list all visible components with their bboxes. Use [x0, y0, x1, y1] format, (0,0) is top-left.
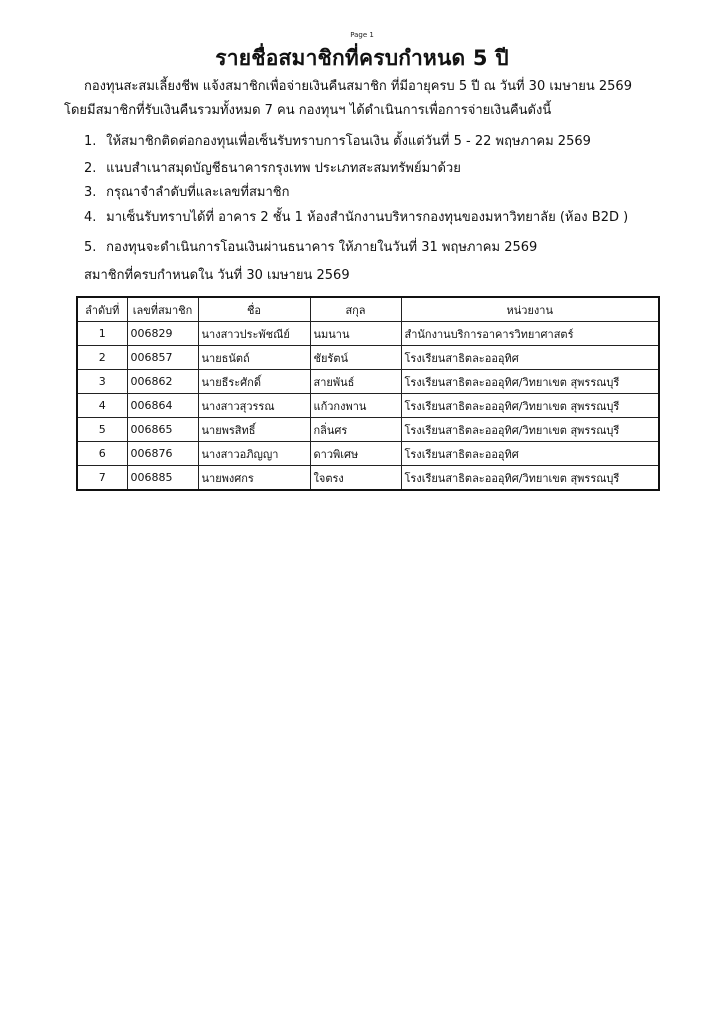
- item-number: 4.: [84, 210, 97, 225]
- cell-order: 4: [77, 394, 127, 418]
- cell-last-name: แก้วกงพาน: [310, 394, 401, 418]
- cell-first-name: นายพรสิทธิ์: [198, 418, 310, 442]
- cell-member-no: 006864: [127, 394, 198, 418]
- cell-department: โรงเรียนสาธิตละอออุทิศ/วิทยาเขต สุพรรณบุรี: [401, 418, 659, 442]
- cell-last-name: กลิ่นศร: [310, 418, 401, 442]
- cell-order: 3: [77, 370, 127, 394]
- page-number: Page 1: [350, 31, 374, 39]
- intro-line-1: กองทุนสะสมเลี้ยงชีพ แจ้งสมาชิกเพื่อจ่ายเงินคืนสมาชิก ที่มีอายุครบ 5 ปี ณ วันที่ 30 เมษายน 2569: [84, 79, 632, 94]
- cell-last-name: สายพันธ์: [310, 370, 401, 394]
- col-header-department: หน่วยงาน: [401, 297, 659, 322]
- instruction-item-1: [84, 133, 591, 151]
- cell-first-name: นางสาวสุวรรณ: [198, 394, 310, 418]
- cell-department: โรงเรียนสาธิตละอออุทิศ/วิทยาเขต สุพรรณบุรี: [401, 394, 659, 418]
- cell-order: 5: [77, 418, 127, 442]
- item-number: 1.: [84, 134, 97, 149]
- cell-first-name: นางสาวประพัชณีย์: [198, 322, 310, 346]
- table-row: [77, 346, 659, 370]
- cell-department: โรงเรียนสาธิตละอออุทิศ: [401, 346, 659, 370]
- cell-last-name: ใจตรง: [310, 466, 401, 491]
- cell-member-no: 006885: [127, 466, 198, 491]
- table-row: [77, 466, 659, 491]
- item-number: 3.: [84, 185, 97, 200]
- table-row: [77, 322, 659, 346]
- instruction-item-4: [84, 209, 628, 227]
- cell-last-name: ชัยรัตน์: [310, 346, 401, 370]
- instruction-item-3: [84, 184, 290, 202]
- table-header-row: [77, 297, 659, 322]
- col-header-member-no: เลขที่สมาชิก: [127, 297, 198, 322]
- table-row: [77, 394, 659, 418]
- cell-last-name: นมนาน: [310, 322, 401, 346]
- table-row: [77, 442, 659, 466]
- cell-first-name: นายพงศกร: [198, 466, 310, 491]
- item-text: แนบสำเนาสมุดบัญชีธนาคารกรุงเทพ ประเภทสะสมทรัพย์มาด้วย: [106, 161, 461, 176]
- col-header-first-name: ชื่อ: [198, 297, 310, 322]
- cell-order: 6: [77, 442, 127, 466]
- table-subheading: สมาชิกที่ครบกำหนดใน วันที่ 30 เมษายน 2569: [84, 268, 350, 283]
- cell-order: 7: [77, 466, 127, 491]
- cell-department: โรงเรียนสาธิตละอออุทิศ/วิทยาเขต สุพรรณบุรี: [401, 370, 659, 394]
- item-number: 5.: [84, 240, 97, 255]
- cell-member-no: 006829: [127, 322, 198, 346]
- document-title: รายชื่อสมาชิกที่ครบกำหนด 5 ปี: [215, 46, 509, 70]
- cell-member-no: 006862: [127, 370, 198, 394]
- cell-order: 1: [77, 322, 127, 346]
- item-text: ให้สมาชิกติดต่อกองทุนเพื่อเซ็นรับทราบการโอนเงิน ตั้งแต่วันที่ 5 - 22 พฤษภาคม 2569: [106, 134, 591, 149]
- item-text: กรุณาจำลำดับที่และเลขที่สมาชิก: [106, 185, 290, 200]
- item-text: กองทุนจะดำเนินการโอนเงินผ่านธนาคาร ให้ภายในวันที่ 31 พฤษภาคม 2569: [106, 240, 538, 255]
- cell-member-no: 006876: [127, 442, 198, 466]
- col-header-order: ลำดับที่: [77, 297, 127, 322]
- instruction-item-2: [84, 160, 461, 178]
- col-header-last-name: สกุล: [310, 297, 401, 322]
- cell-first-name: นายธีระศักดิ์: [198, 370, 310, 394]
- cell-member-no: 006857: [127, 346, 198, 370]
- table-row: [77, 418, 659, 442]
- cell-member-no: 006865: [127, 418, 198, 442]
- instruction-item-5: [84, 239, 537, 257]
- members-table: [76, 296, 660, 491]
- cell-order: 2: [77, 346, 127, 370]
- cell-department: โรงเรียนสาธิตละอออุทิศ/วิทยาเขต สุพรรณบุรี: [401, 466, 659, 491]
- table-row: [77, 370, 659, 394]
- intro-line-2: โดยมีสมาชิกที่รับเงินคืนรวมทั้งหมด 7 คน กองทุนฯ ได้ดำเนินการเพื่อการจ่ายเงินคืนดังนี้: [64, 103, 552, 118]
- cell-first-name: นายธนัตถ์: [198, 346, 310, 370]
- cell-first-name: นางสาวอภิญญา: [198, 442, 310, 466]
- cell-last-name: ดาวพิเศษ: [310, 442, 401, 466]
- item-text: มาเซ็นรับทราบได้ที่ อาคาร 2 ชั้น 1 ห้องสำนักงานบริหารกองทุนของมหาวิทยาลัย (ห้อง B2D ): [106, 210, 629, 225]
- cell-department: โรงเรียนสาธิตละอออุทิศ: [401, 442, 659, 466]
- cell-department: สำนักงานบริการอาคารวิทยาศาสตร์: [401, 322, 659, 346]
- item-number: 2.: [84, 161, 97, 176]
